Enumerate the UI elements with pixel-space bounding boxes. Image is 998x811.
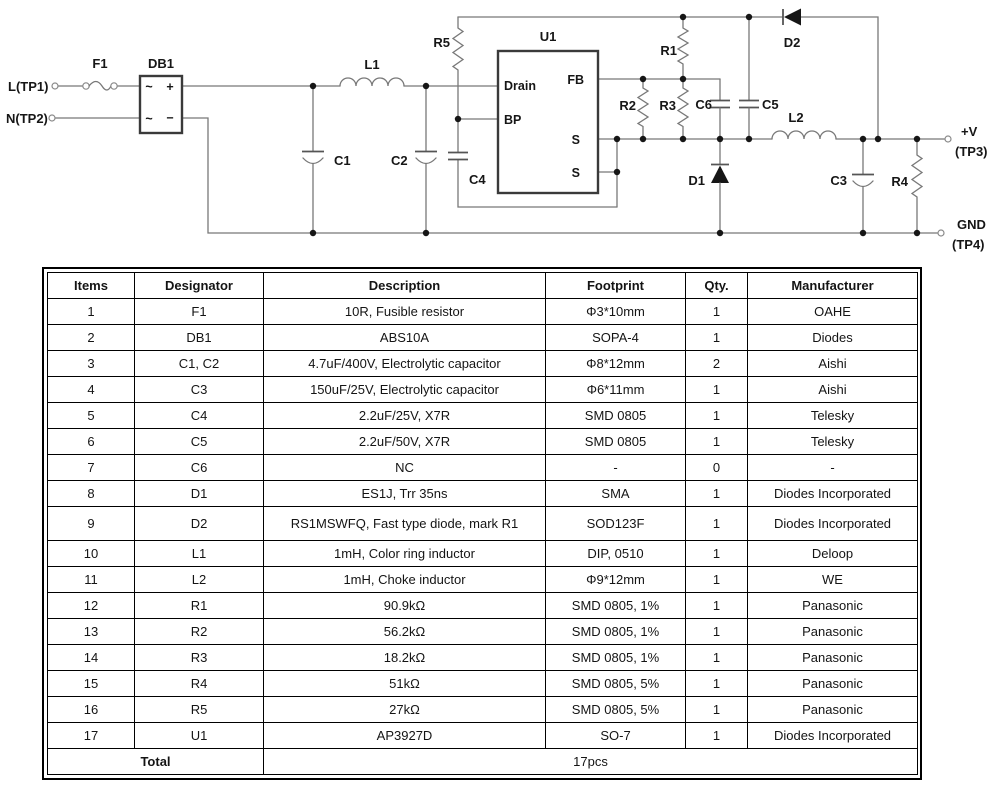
table-cell: 51kΩ (264, 671, 546, 697)
label-f1: F1 (92, 56, 108, 71)
table-row (48, 697, 918, 723)
table-cell: U1 (135, 723, 264, 749)
schematic-labels (6, 29, 988, 252)
table-cell: Diodes Incorporated (748, 481, 918, 507)
table-cell: Diodes (748, 325, 918, 351)
table-cell: 17 (48, 723, 135, 749)
label-d2: D2 (783, 35, 801, 50)
table-cell: Diodes Incorporated (748, 723, 918, 749)
table-cell: SO-7 (546, 723, 686, 749)
label-d1: D1 (688, 173, 705, 188)
table-cell: 2.2uF/25V, X7R (264, 403, 546, 429)
table-cell: ES1J, Trr 35ns (264, 481, 546, 507)
table-cell: Panasonic (748, 645, 918, 671)
table-cell: Φ6*11mm (546, 377, 686, 403)
table-cell: R2 (135, 619, 264, 645)
table-cell: Φ3*10mm (546, 299, 686, 325)
table-cell: Φ9*12mm (546, 567, 686, 593)
table-cell: 8 (48, 481, 135, 507)
diode-d2 (783, 9, 801, 26)
table-cell: 1 (686, 299, 748, 325)
table-row (48, 671, 918, 697)
table-cell: OAHE (748, 299, 918, 325)
table-cell: 56.2kΩ (264, 619, 546, 645)
table-cell: 2 (48, 325, 135, 351)
table-cell: 2.2uF/50V, X7R (264, 429, 546, 455)
table-cell: SMD 0805 (546, 429, 686, 455)
bom-table (47, 272, 918, 775)
label-c1: C1 (334, 153, 351, 168)
table-cell: 5 (48, 403, 135, 429)
label-gnd: GND (957, 217, 986, 232)
bom-footer (48, 749, 918, 775)
table-cell: L1 (135, 541, 264, 567)
table-cell: L2 (135, 567, 264, 593)
table-cell: SMD 0805, 1% (546, 593, 686, 619)
total-label: Total (48, 749, 264, 775)
table-cell: Diodes Incorporated (748, 507, 918, 541)
table-cell: AP3927D (264, 723, 546, 749)
column-header-qty: Qty. (686, 273, 748, 299)
label-tp3: (TP3) (955, 144, 988, 159)
label-c5: C5 (762, 97, 779, 112)
label-n-tp2: N(TP2) (6, 111, 48, 126)
table-row (48, 325, 918, 351)
table-cell: RS1MSWFQ, Fast type diode, mark R1 (264, 507, 546, 541)
label-pin-bp: BP (504, 113, 522, 127)
table-cell: ABS10A (264, 325, 546, 351)
label-pin-fb: FB (567, 73, 584, 87)
label-pin-drain: Drain (504, 79, 536, 93)
table-cell: SMA (546, 481, 686, 507)
table-cell: 1 (686, 567, 748, 593)
table-row (48, 351, 918, 377)
table-cell: R3 (135, 645, 264, 671)
table-cell: 0 (686, 455, 748, 481)
table-cell: Aishi (748, 351, 918, 377)
table-cell: 1 (686, 481, 748, 507)
table-row (48, 403, 918, 429)
table-cell: Φ8*12mm (546, 351, 686, 377)
label-r1: R1 (660, 43, 677, 58)
table-cell: 27kΩ (264, 697, 546, 723)
table-row (48, 507, 918, 541)
resistor-r3 (678, 79, 688, 139)
label-l1: L1 (364, 57, 380, 72)
table-cell: Telesky (748, 429, 918, 455)
table-cell: DIP, 0510 (546, 541, 686, 567)
table-cell: D2 (135, 507, 264, 541)
table-cell: - (748, 455, 918, 481)
column-header-items: Items (48, 273, 135, 299)
table-row (48, 455, 918, 481)
resistor-r2 (638, 79, 648, 139)
table-cell: NC (264, 455, 546, 481)
table-cell: 18.2kΩ (264, 645, 546, 671)
label-pin-s2: S (571, 166, 580, 180)
table-row (48, 723, 918, 749)
capacitor-c4 (448, 119, 468, 160)
label-l2: L2 (788, 110, 804, 125)
table-cell: C1, C2 (135, 351, 264, 377)
table-row (48, 429, 918, 455)
table-row (48, 481, 918, 507)
table-cell: 11 (48, 567, 135, 593)
table-cell: Telesky (748, 403, 918, 429)
table-cell: 16 (48, 697, 135, 723)
table-cell: DB1 (135, 325, 264, 351)
table-cell: 1 (686, 377, 748, 403)
capacitor-c5 (739, 17, 759, 139)
label-tp4: (TP4) (952, 237, 985, 252)
bom-header (48, 273, 918, 299)
table-row (48, 645, 918, 671)
total-value: 17pcs (264, 749, 918, 775)
table-cell: 1 (686, 645, 748, 671)
table-cell: 9 (48, 507, 135, 541)
capacitor-c3 (852, 139, 874, 233)
diode-d1 (711, 139, 729, 233)
table-cell: C6 (135, 455, 264, 481)
table-cell: 1 (686, 619, 748, 645)
table-cell: SMD 0805, 1% (546, 619, 686, 645)
bom-table-container (42, 267, 922, 780)
table-cell: R1 (135, 593, 264, 619)
table-cell: Deloop (748, 541, 918, 567)
table-cell: SMD 0805 (546, 403, 686, 429)
label-u1: U1 (539, 29, 557, 44)
table-cell: 1 (686, 723, 748, 749)
table-row (48, 567, 918, 593)
table-cell: 1 (686, 671, 748, 697)
label-l-tp1: L(TP1) (8, 79, 49, 94)
table-cell: SMD 0805, 5% (546, 671, 686, 697)
table-cell: 1 (686, 593, 748, 619)
label-db1-minus: − (166, 111, 174, 125)
table-cell: 12 (48, 593, 135, 619)
table-cell: Panasonic (748, 671, 918, 697)
table-cell: 1 (686, 403, 748, 429)
table-cell: SMD 0805, 1% (546, 645, 686, 671)
table-cell: F1 (135, 299, 264, 325)
table-cell: 1 (686, 697, 748, 723)
table-cell: 13 (48, 619, 135, 645)
table-cell: D1 (135, 481, 264, 507)
column-header-designator: Designator (135, 273, 264, 299)
column-header-manufacturer: Manufacturer (748, 273, 918, 299)
table-cell: R4 (135, 671, 264, 697)
table-row (48, 541, 918, 567)
column-header-description: Description (264, 273, 546, 299)
label-c2: C2 (391, 153, 408, 168)
table-cell: SOD123F (546, 507, 686, 541)
column-header-footprint: Footprint (546, 273, 686, 299)
label-db1-plus: + (166, 80, 174, 94)
table-row (48, 377, 918, 403)
table-cell: 6 (48, 429, 135, 455)
label-c3: C3 (830, 173, 847, 188)
table-cell: 1mH, Color ring inductor (264, 541, 546, 567)
label-r5: R5 (433, 35, 450, 50)
table-cell: C3 (135, 377, 264, 403)
label-vout: +V (961, 124, 978, 139)
table-cell: 7 (48, 455, 135, 481)
table-cell: SOPA-4 (546, 325, 686, 351)
table-cell: 10R, Fusible resistor (264, 299, 546, 325)
table-cell: Panasonic (748, 619, 918, 645)
table-cell: 2 (686, 351, 748, 377)
table-cell: 1 (48, 299, 135, 325)
table-cell: 1mH, Choke inductor (264, 567, 546, 593)
total-row (48, 749, 918, 775)
inductor-l1 (340, 78, 404, 86)
header-row (48, 273, 918, 299)
table-cell: 4.7uF/400V, Electrolytic capacitor (264, 351, 546, 377)
table-cell: 14 (48, 645, 135, 671)
table-cell: C4 (135, 403, 264, 429)
capacitor-c2 (415, 86, 437, 233)
label-r4: R4 (891, 174, 908, 189)
label-db1: DB1 (147, 56, 175, 71)
junction-dots (310, 14, 920, 236)
table-row (48, 619, 918, 645)
label-r2: R2 (619, 98, 636, 113)
resistor-r1 (678, 17, 688, 79)
table-cell: 10 (48, 541, 135, 567)
table-cell: 3 (48, 351, 135, 377)
table-row (48, 299, 918, 325)
inductor-l2 (772, 131, 836, 139)
table-cell: 1 (686, 507, 748, 541)
label-c6: C6 (695, 97, 712, 112)
table-cell: 15 (48, 671, 135, 697)
table-cell: WE (748, 567, 918, 593)
table-cell: SMD 0805, 5% (546, 697, 686, 723)
label-r3: R3 (659, 98, 676, 113)
capacitor-c6 (710, 79, 730, 139)
circuit-schematic (0, 0, 998, 258)
table-cell: R5 (135, 697, 264, 723)
label-c4: C4 (469, 172, 486, 187)
label-db1-ac1: ~ (145, 80, 153, 94)
table-cell: 150uF/25V, Electrolytic capacitor (264, 377, 546, 403)
resistor-r4 (912, 139, 922, 233)
table-cell: 1 (686, 541, 748, 567)
table-cell: 1 (686, 325, 748, 351)
table-cell: 4 (48, 377, 135, 403)
table-cell: 1 (686, 429, 748, 455)
table-cell: Aishi (748, 377, 918, 403)
table-cell: - (546, 455, 686, 481)
bom-body (48, 299, 918, 749)
resistor-r5 (453, 17, 463, 119)
table-cell: 90.9kΩ (264, 593, 546, 619)
label-pin-s1: S (571, 133, 580, 147)
label-db1-ac2: ~ (145, 112, 153, 126)
table-cell: Panasonic (748, 593, 918, 619)
table-cell: C5 (135, 429, 264, 455)
capacitor-c1 (302, 86, 324, 233)
table-cell: Panasonic (748, 697, 918, 723)
fuse-f1 (83, 82, 117, 91)
table-row (48, 593, 918, 619)
